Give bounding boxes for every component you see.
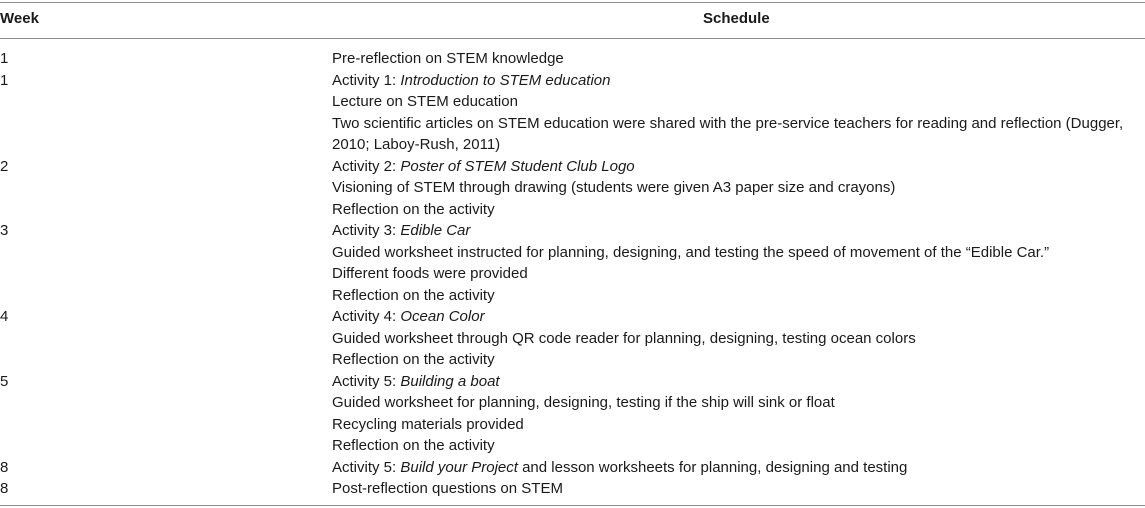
schedule-line xyxy=(332,285,1145,307)
schedule-cell xyxy=(332,70,1145,156)
schedule-cell xyxy=(332,48,1145,70)
schedule-line xyxy=(332,306,1145,328)
schedule-text: Guided worksheet instructed for planning, designing, and testing the speed of movement of the “Edible Car.” xyxy=(332,243,1050,261)
schedule-line xyxy=(332,70,1145,92)
schedule-text: Reflection on the activity xyxy=(332,200,495,218)
schedule-text: Lecture on STEM education xyxy=(332,93,518,110)
schedule-text: Recycling materials provided xyxy=(332,415,524,433)
week-cell: 4 xyxy=(0,308,9,325)
schedule-text: Visioning of STEM through drawing (students were given A3 paper size and crayons) xyxy=(332,179,896,196)
activity-title: Introduction to STEM education xyxy=(400,71,611,89)
week-cell: 8 xyxy=(0,480,9,497)
table-row xyxy=(0,70,1145,156)
week-cell: 8 xyxy=(0,458,9,476)
schedule-text: Reflection on the activity xyxy=(332,437,495,454)
schedule-line xyxy=(332,242,1145,264)
header-rule xyxy=(0,38,1145,39)
table-bottom-rule xyxy=(0,505,1145,506)
schedule-line xyxy=(332,199,1145,221)
activity-title: Poster of STEM Student Club Logo xyxy=(400,157,635,175)
schedule-text: Activity 4: xyxy=(332,308,401,325)
table-row xyxy=(0,478,1145,500)
schedule-line xyxy=(332,478,1145,500)
schedule-text: Activity 5: xyxy=(332,458,401,476)
schedule-text: Pre-reflection on STEM knowledge xyxy=(332,50,564,67)
table-row xyxy=(0,220,1145,306)
activity-title: Building a boat xyxy=(400,372,500,390)
schedule-line xyxy=(332,328,1145,350)
schedule-text: Guided worksheet through QR code reader for planning, designing, testing ocean colors xyxy=(332,329,916,347)
table-top-rule xyxy=(0,2,1145,3)
activity-title: Build your Project xyxy=(400,458,518,476)
schedule-line xyxy=(332,48,1145,70)
schedule-text: Reflection on the activity xyxy=(332,351,495,368)
schedule-text: Different foods were provided xyxy=(332,265,528,282)
schedule-text: Two scientific articles on STEM education were shared with the pre-service teachers for reading and reflection (Dugger, 2010; Laboy-Rush, 2011) xyxy=(332,114,1124,153)
schedule-text: and lesson worksheets for planning, designing and testing xyxy=(517,458,908,476)
schedule-line xyxy=(332,349,1145,371)
schedule-line xyxy=(332,414,1145,436)
schedule-line xyxy=(332,177,1145,199)
column-header-week: Week xyxy=(0,10,39,27)
table-body xyxy=(0,48,1145,500)
schedule-line xyxy=(332,392,1145,414)
schedule-line xyxy=(332,220,1145,242)
week-cell: 2 xyxy=(0,157,9,175)
schedule-cell xyxy=(332,156,1145,221)
schedule-line xyxy=(332,156,1145,178)
schedule-cell xyxy=(332,478,1145,500)
table-row xyxy=(0,156,1145,221)
schedule-text: Guided worksheet for planning, designing, testing if the ship will sink or float xyxy=(332,394,835,411)
table-row xyxy=(0,371,1145,457)
schedule-line xyxy=(332,263,1145,285)
activity-title: Edible Car xyxy=(400,222,471,239)
schedule-line xyxy=(332,371,1145,393)
week-cell: 5 xyxy=(0,372,9,390)
column-header-schedule: Schedule xyxy=(703,10,770,27)
activity-title: Ocean Color xyxy=(400,308,485,325)
schedule-text: Activity 1: xyxy=(332,71,401,89)
schedule-text: Activity 3: xyxy=(332,222,401,239)
schedule-cell xyxy=(332,371,1145,457)
schedule-text: Reflection on the activity xyxy=(332,286,495,304)
table-row xyxy=(0,457,1145,479)
schedule-line xyxy=(332,113,1145,156)
week-cell: 1 xyxy=(0,71,9,89)
week-cell: 1 xyxy=(0,50,9,67)
schedule-cell xyxy=(332,457,1145,479)
schedule-cell xyxy=(332,306,1145,371)
schedule-line xyxy=(332,435,1145,457)
table-row xyxy=(0,48,1145,70)
schedule-cell xyxy=(332,220,1145,306)
schedule-text: Activity 2: xyxy=(332,157,401,175)
schedule-line xyxy=(332,91,1145,113)
table-row xyxy=(0,306,1145,371)
week-cell: 3 xyxy=(0,222,9,239)
schedule-line xyxy=(332,457,1145,479)
schedule-text: Post-reflection questions on STEM xyxy=(332,480,563,497)
schedule-text: Activity 5: xyxy=(332,372,401,390)
